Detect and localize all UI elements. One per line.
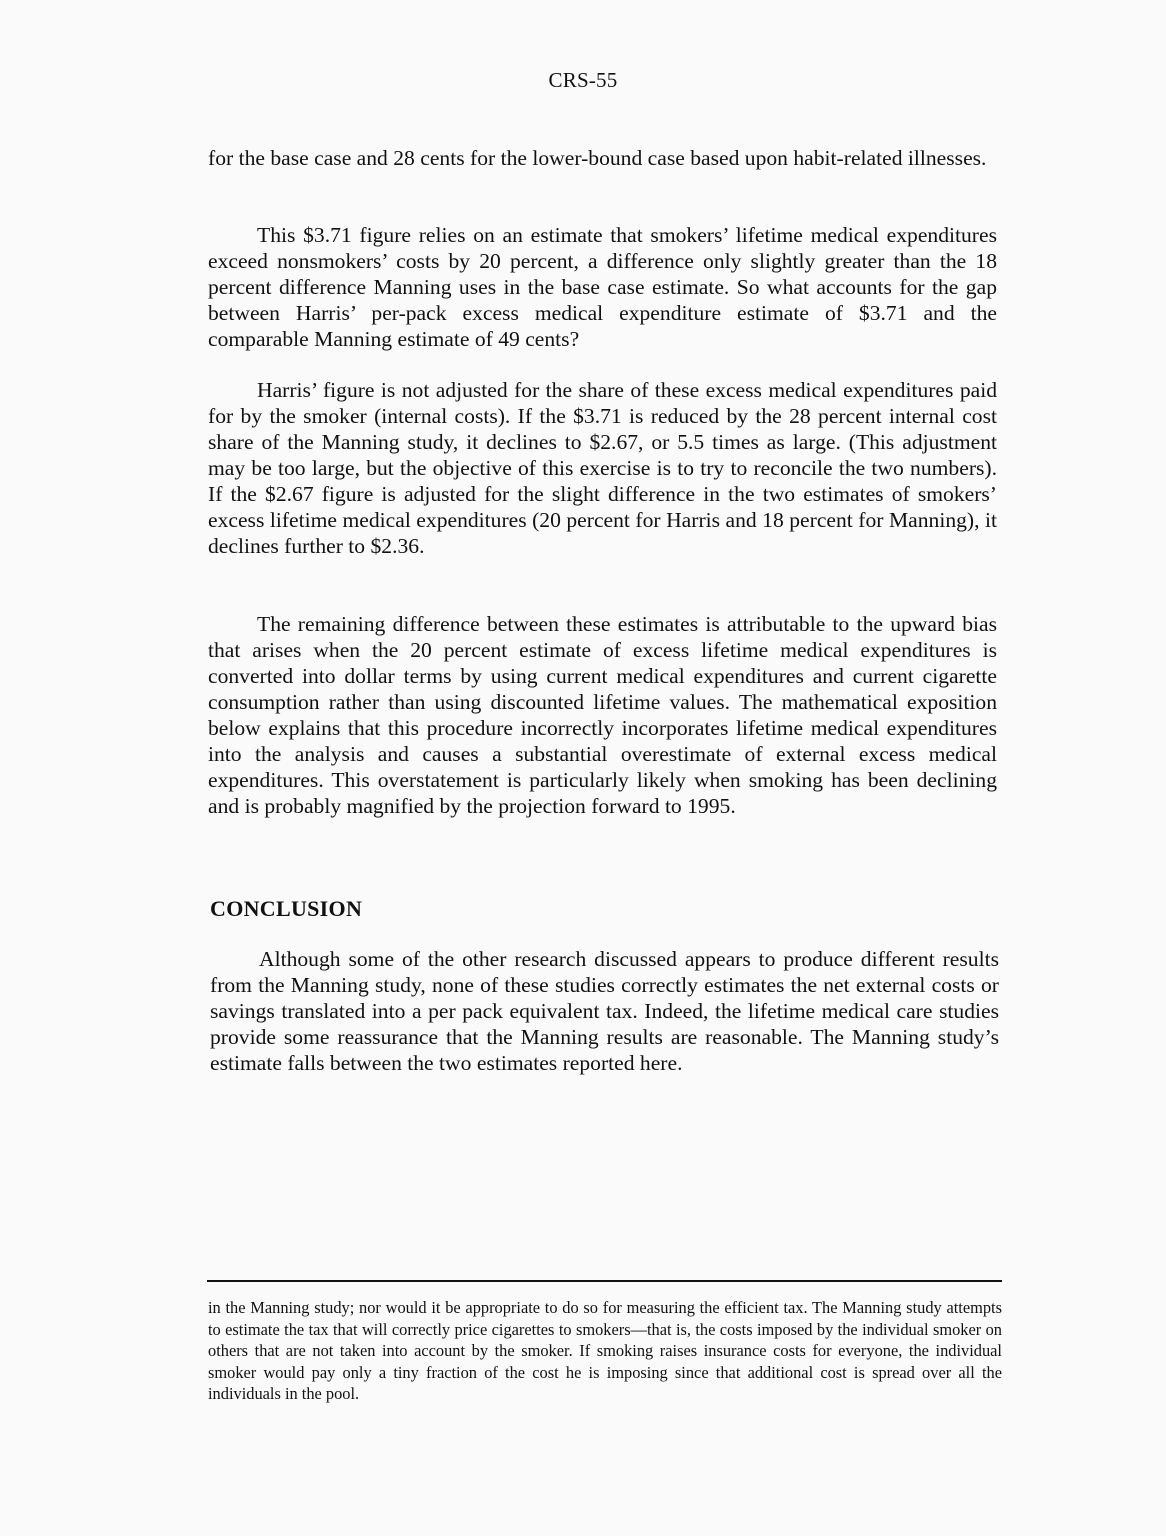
paragraph-text: Harris’ figure is not adjusted for the share of these excess medical expenditures paid for by the smoker (internal costs). If the $3.71 is reduced by the 28 percent internal cost share of the Manning study, it declines to $2.67, or 5.5 times as large. (This adjustment may be too large, but the objective of this exercise is to try to reconcile the two numbers). If the $2.67 figure is adjusted for the slight difference in the two estimates of smokers’ excess lifetime medical expenditures (20 percent for Harris and 18 percent for Manning), it declines further to $2.36. xyxy=(208,378,997,558)
section-heading-conclusion: CONCLUSION xyxy=(210,896,363,921)
conclusion-paragraph xyxy=(210,946,999,1076)
body-paragraph xyxy=(208,222,997,352)
body-paragraph xyxy=(208,611,997,819)
paragraph-text: This $3.71 figure relies on an estimate that smokers’ lifetime medical expenditures exceed nonsmokers’ costs by 20 percent, a difference only slightly greater than the 18 percent difference Manning uses in the base case estimate. So what accounts for the gap between Harris’ per-pack excess medical expenditure estimate of $3.71 and the comparable Manning estimate of 49 cents? xyxy=(208,223,997,351)
footnote-divider xyxy=(207,1280,1002,1282)
body-paragraph-continued xyxy=(208,145,997,171)
paragraph-text: Although some of the other research discussed appears to produce different results from the Manning study, none of these studies correctly estimates the net external costs or savings translated into a per pack equivalent tax. Indeed, the lifetime medical care studies provide some reassurance that the Manning results are reasonable. The Manning study’s estimate falls between the two estimates reported here. xyxy=(210,947,999,1075)
body-paragraph xyxy=(208,377,997,559)
paragraph-text: The remaining difference between these estimates is attributable to the upward bias that arises when the 20 percent estimate of excess lifetime medical expenditures is converted into dollar terms by using current medical expenditures and current cigarette consumption rather than using discounted lifetime values. The mathematical exposition below explains that this procedure incorrectly incorporates lifetime medical expenditures into the analysis and causes a substantial overestimate of external excess medical expenditures. This overstatement is particularly likely when smoking has been declining and is probably magnified by the projection forward to 1995. xyxy=(208,612,997,818)
page-number-header: CRS-55 xyxy=(548,68,618,92)
paragraph-text: for the base case and 28 cents for the lower-bound case based upon habit-related illnesses. xyxy=(208,146,987,170)
footnote-text: in the Manning study; nor would it be appropriate to do so for measuring the efficient tax. The Manning study attempts to estimate the tax that will correctly price cigarettes to smokers—that is, the costs imposed by the individual smoker on others that are not taken into account by the smoker. If smoking raises insurance costs for everyone, the individual smoker would pay only a tiny fraction of the cost he is imposing since that additional cost is spread over all the individuals in the pool. xyxy=(208,1298,1002,1404)
footnote xyxy=(208,1297,1002,1405)
